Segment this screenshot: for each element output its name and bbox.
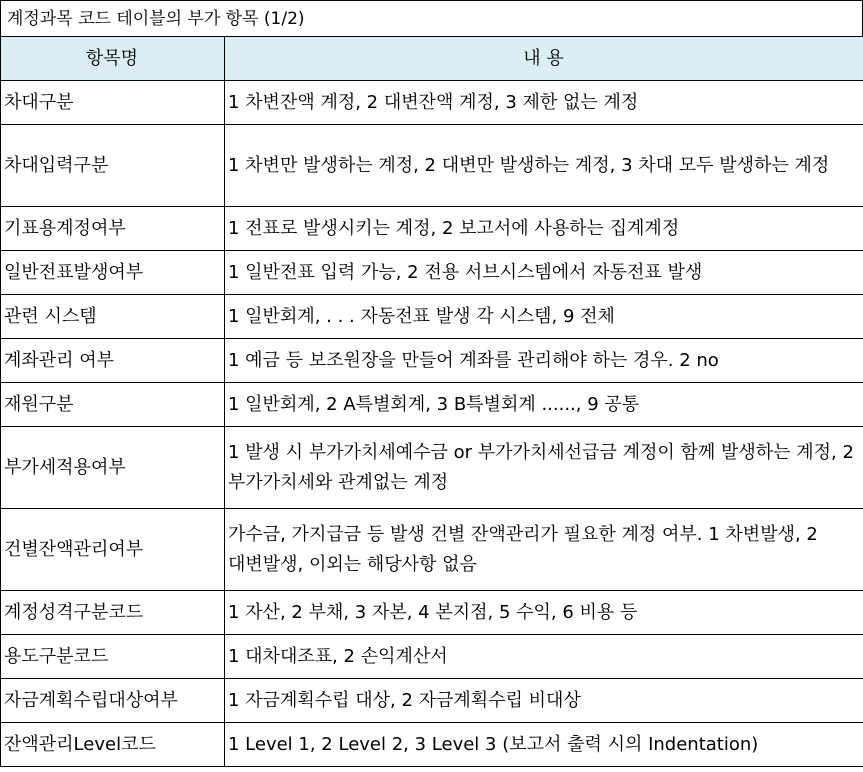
item-content: 1 일반회계, . . . 자동전표 발생 각 시스템, 9 전체 — [225, 295, 863, 339]
table-row — [1, 427, 863, 509]
table-row — [1, 339, 863, 383]
item-content: 1 자금계획수립 대상, 2 자금계획수립 비대상 — [225, 679, 863, 723]
item-name: 관련 시스템 — [1, 295, 225, 339]
table-row — [1, 81, 863, 125]
item-name: 차대입력구분 — [1, 125, 225, 207]
table-row — [1, 207, 863, 251]
item-name: 건별잔액관리여부 — [1, 509, 225, 591]
item-content: 1 자산, 2 부채, 3 자본, 4 본지점, 5 수익, 6 비용 등 — [225, 591, 863, 635]
header-content: 내 용 — [225, 37, 863, 81]
header-row — [1, 37, 863, 81]
item-content: 1 차변만 발생하는 계정, 2 대변만 발생하는 계정, 3 차대 모두 발생하는 계정 — [225, 125, 863, 207]
item-name: 용도구분코드 — [1, 635, 225, 679]
item-name: 자금계획수립대상여부 — [1, 679, 225, 723]
item-name: 재원구분 — [1, 383, 225, 427]
item-content: 1 일반전표 입력 가능, 2 전용 서브시스템에서 자동전표 발생 — [225, 251, 863, 295]
account-code-table — [0, 36, 863, 767]
item-name: 일반전표발생여부 — [1, 251, 225, 295]
item-name: 계정성격구분코드 — [1, 591, 225, 635]
table-row — [1, 125, 863, 207]
table-row — [1, 591, 863, 635]
table-row — [1, 635, 863, 679]
table-row — [1, 295, 863, 339]
item-name: 계좌관리 여부 — [1, 339, 225, 383]
item-content: 1 일반회계, 2 A특별회계, 3 B특별회계 ......, 9 공통 — [225, 383, 863, 427]
item-content: 1 대차대조표, 2 손익계산서 — [225, 635, 863, 679]
item-name: 차대구분 — [1, 81, 225, 125]
item-name: 잔액관리Level코드 — [1, 723, 225, 767]
table-row — [1, 383, 863, 427]
item-content: 1 발생 시 부가가치세예수금 or 부가가치세선급금 계정이 함께 발생하는 계정, 2 부가가치세와 관계없는 계정 — [225, 427, 863, 509]
item-content: 가수금, 가지급금 등 발생 건별 잔액관리가 필요한 계정 여부. 1 차변발생, 2 대변발생, 이외는 해당사항 없음 — [225, 509, 863, 591]
item-content: 1 차변잔액 계정, 2 대변잔액 계정, 3 제한 없는 계정 — [225, 81, 863, 125]
table-caption: 계정과목 코드 테이블의 부가 항목 (1/2) — [0, 0, 863, 36]
item-content: 1 예금 등 보조원장을 만들어 계좌를 관리해야 하는 경우. 2 no — [225, 339, 863, 383]
item-name: 기표용계정여부 — [1, 207, 225, 251]
item-content: 1 전표로 발생시키는 계정, 2 보고서에 사용하는 집계계정 — [225, 207, 863, 251]
table-row — [1, 679, 863, 723]
table-row — [1, 251, 863, 295]
item-content: 1 Level 1, 2 Level 2, 3 Level 3 (보고서 출력 시의 Indentation) — [225, 723, 863, 767]
table-row — [1, 723, 863, 767]
table-row — [1, 509, 863, 591]
item-name: 부가세적용여부 — [1, 427, 225, 509]
header-item-name: 항목명 — [1, 37, 225, 81]
